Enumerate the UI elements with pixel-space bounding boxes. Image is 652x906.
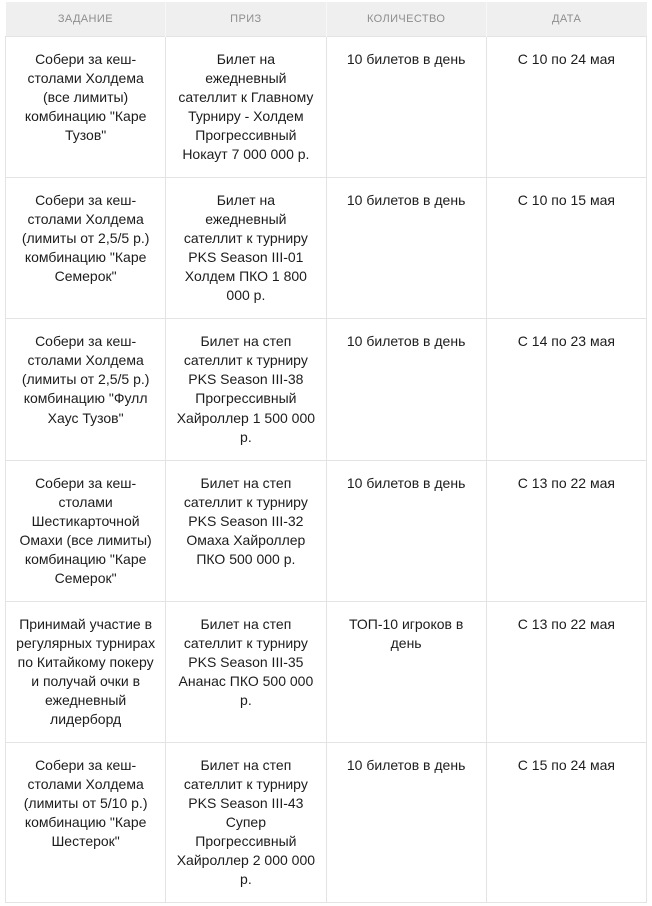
quantity-cell: 10 билетов в день <box>326 319 486 460</box>
promotions-table <box>5 2 647 903</box>
table-row <box>6 37 647 178</box>
date-cell: С 10 по 24 мая <box>486 37 646 178</box>
table-row <box>6 742 647 902</box>
task-cell: Собери за кеш-столами Холдема (лимиты от 5/10 р.) комбинацию "Каре Шестерок" <box>6 742 166 902</box>
prize-cell: Билет на степ сателлит к турниру PKS Season III-35 Ананас ПКО 500 000 р. <box>166 601 326 742</box>
column-header-date: ДАТА <box>486 2 646 37</box>
quantity-cell: 10 билетов в день <box>326 460 486 601</box>
column-header-quantity: КОЛИЧЕСТВО <box>326 2 486 37</box>
quantity-cell: 10 билетов в день <box>326 178 486 319</box>
task-cell: Собери за кеш-столами Холдема (все лимиты) комбинацию "Каре Тузов" <box>6 37 166 178</box>
task-cell: Собери за кеш-столами Холдема (лимиты от 2,5/5 р.) комбинацию "Фулл Хаус Тузов" <box>6 319 166 460</box>
date-cell: С 14 по 23 мая <box>486 319 646 460</box>
quantity-cell: 10 билетов в день <box>326 37 486 178</box>
prize-cell: Билет на степ сателлит к турниру PKS Season III-32 Омаха Хайроллер ПКО 500 000 р. <box>166 460 326 601</box>
task-cell: Принимай участие в регулярных турнирах по Китайкому покеру и получай очки в ежедневный лидерборд <box>6 601 166 742</box>
date-cell: С 15 по 24 мая <box>486 742 646 902</box>
prize-cell: Билет на ежедневный сателлит к Главному Турниру - Холдем Прогрессивный Нокаут 7 000 000 р. <box>166 37 326 178</box>
table-body <box>6 37 647 903</box>
date-cell: С 13 по 22 мая <box>486 460 646 601</box>
quantity-cell: ТОП-10 игроков в день <box>326 601 486 742</box>
column-header-prize: ПРИЗ <box>166 2 326 37</box>
prize-cell: Билет на ежедневный сателлит к турниру PKS Season III-01 Холдем ПКО 1 800 000 р. <box>166 178 326 319</box>
date-cell: С 10 по 15 мая <box>486 178 646 319</box>
header-row <box>6 2 647 37</box>
column-header-task: ЗАДАНИЕ <box>6 2 166 37</box>
table-row <box>6 319 647 460</box>
prize-cell: Билет на степ сателлит к турниру PKS Season III-38 Прогрессивный Хайроллер 1 500 000 р. <box>166 319 326 460</box>
table-header <box>6 2 647 37</box>
table-row <box>6 178 647 319</box>
table-row <box>6 601 647 742</box>
prize-cell: Билет на степ сателлит к турниру PKS Season III-43 Супер Прогрессивный Хайроллер 2 000 000 р. <box>166 742 326 902</box>
task-cell: Собери за кеш-столами Шестикарточной Омахи (все лимиты) комбинацию "Каре Семерок" <box>6 460 166 601</box>
table-row <box>6 460 647 601</box>
date-cell: С 13 по 22 мая <box>486 601 646 742</box>
quantity-cell: 10 билетов в день <box>326 742 486 902</box>
task-cell: Собери за кеш-столами Холдема (лимиты от 2,5/5 р.) комбинацию "Каре Семерок" <box>6 178 166 319</box>
